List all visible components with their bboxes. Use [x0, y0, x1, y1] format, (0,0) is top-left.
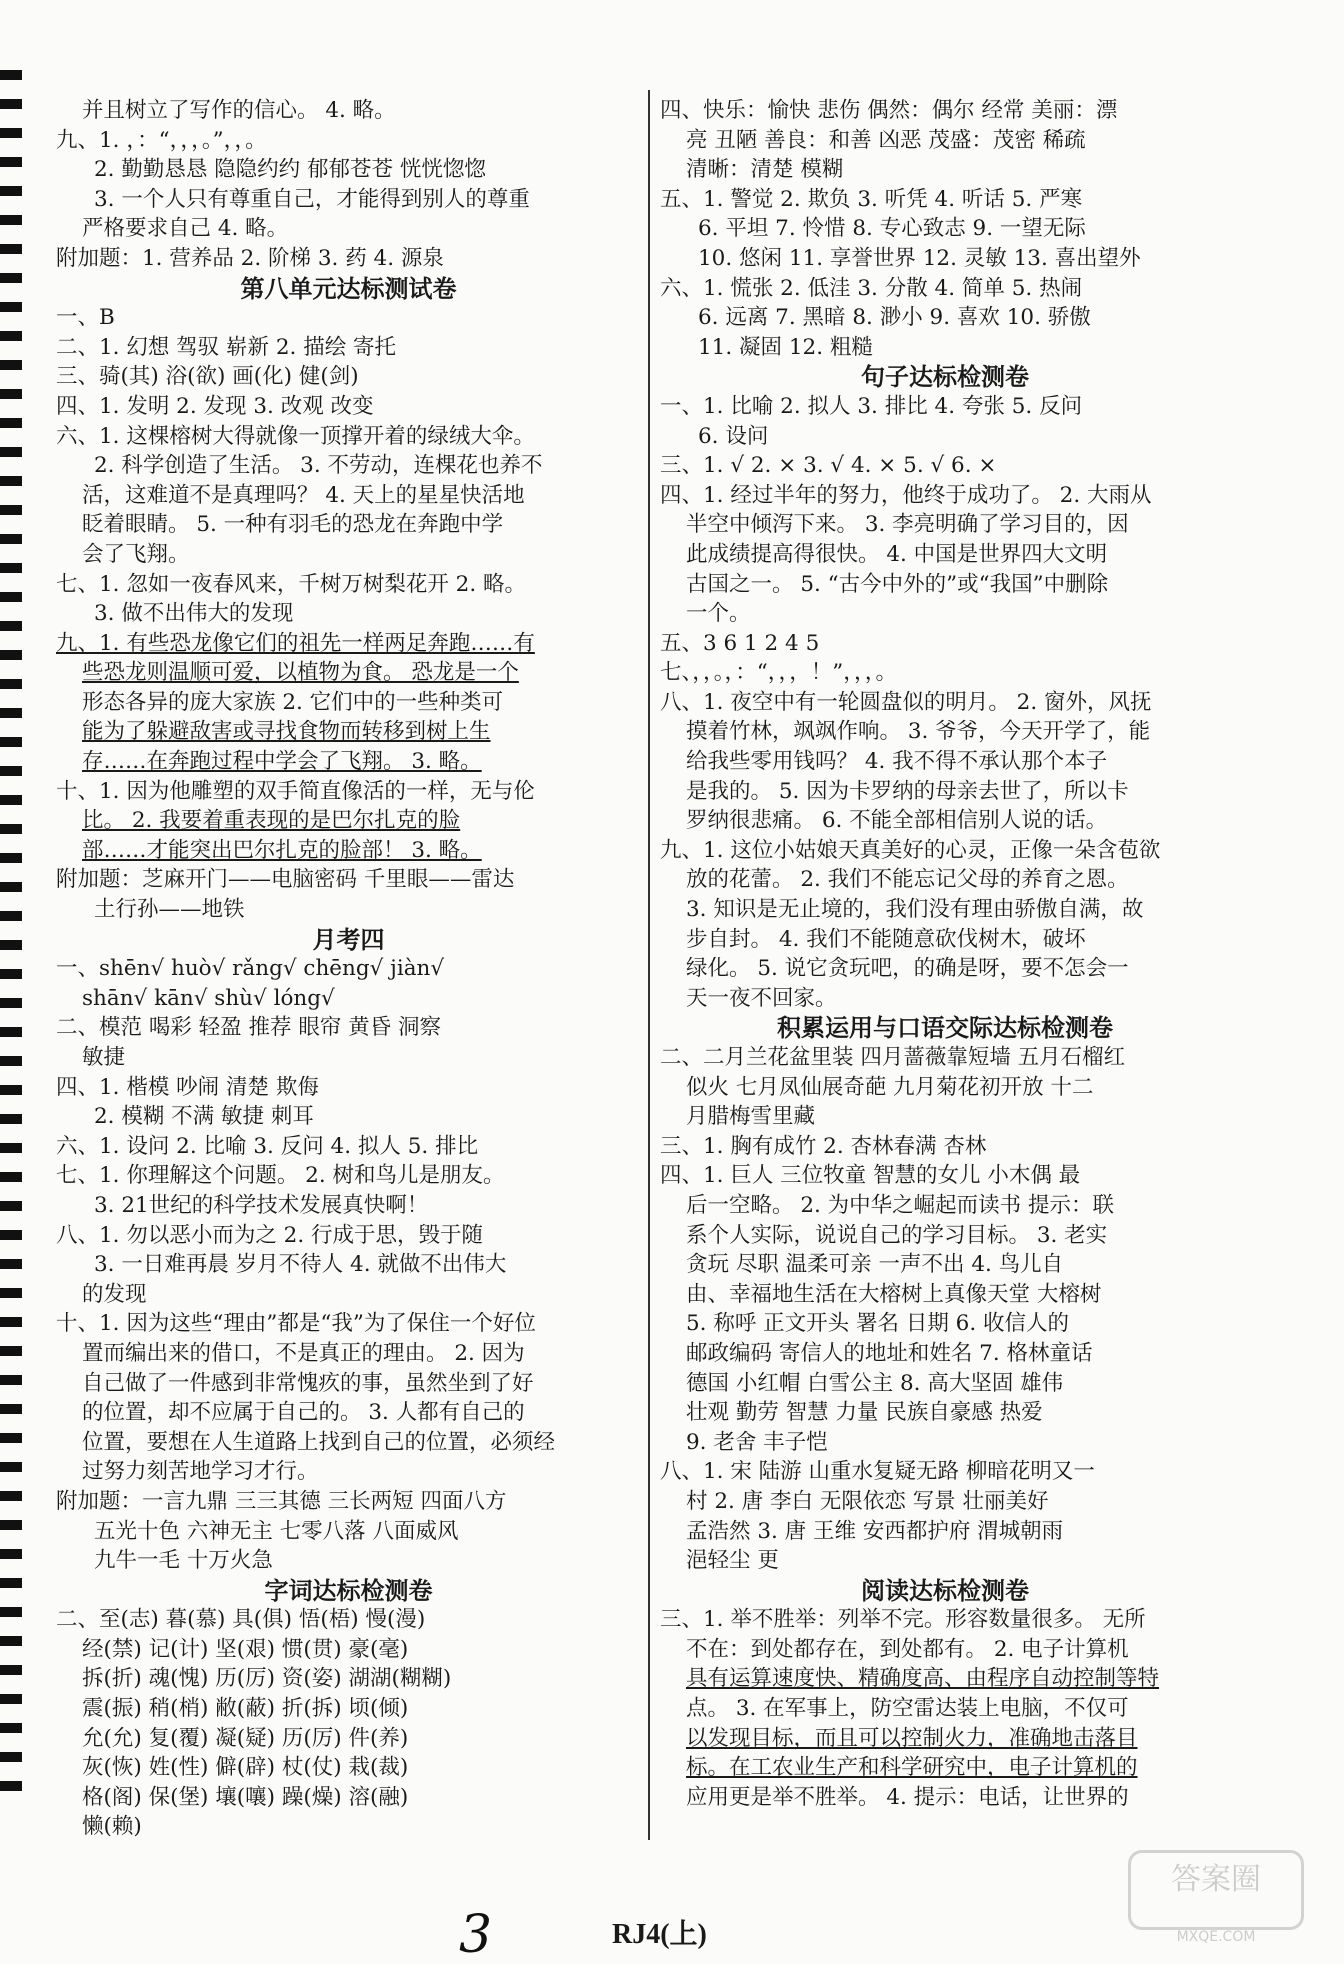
answer-line: 十、1. 因为这些“理由”都是“我”为了保住一个好位	[56, 1311, 536, 1337]
answer-line: 3. 一个人只有尊重自己，才能得到别人的尊重	[94, 186, 530, 212]
answer-line: 附加题：芝麻开门——电脑密码 千里眼——雷达	[56, 867, 515, 893]
answer-line: 似火 七月凤仙展奇葩 九月菊花初开放 十二	[686, 1074, 1094, 1100]
answer-line: 六、1. 这棵榕树大得就像一顶撑开着的绿绒大伞。	[56, 423, 535, 449]
answer-line: 具有运算速度快、精确度高、由程序自动控制等特	[686, 1666, 1160, 1692]
answer-line: 3. 知识是无止境的，我们没有理由骄傲自满，故	[686, 897, 1144, 923]
answer-line: 清晰：清楚 模糊	[686, 157, 844, 183]
right-answer-column	[660, 96, 1230, 1812]
answer-line: shān√ kān√ shù√ lóng√	[82, 985, 335, 1011]
section-title: 第八单元达标测试卷	[240, 273, 457, 303]
answer-line: 的位置，却不应属于自己的。 3. 人都有自己的	[82, 1400, 525, 1426]
answer-line: 经(禁) 记(计) 坚(艰) 惯(贯) 豪(毫)	[82, 1636, 409, 1662]
answer-line: 贪玩 尽职 温柔可亲 一声不出 4. 鸟儿自	[686, 1252, 1064, 1278]
answer-line: 九牛一毛 十万火急	[94, 1548, 273, 1574]
watermark-url: MXQE.COM	[1176, 1929, 1256, 1945]
answer-line: 三、骑(其) 浴(欲) 画(化) 健(剑)	[56, 364, 359, 390]
answer-line: 放的花蕾。 2. 我们不能忘记父母的养育之恩。	[686, 867, 1129, 893]
page-number-mark	[445, 1906, 505, 1960]
answer-line: 半空中倾泻下来。 3. 李亮明确了学习目的，因	[686, 512, 1129, 538]
answer-line: 此成绩提高得很快。 4. 中国是世界四大文明	[686, 541, 1108, 567]
answer-line: 会了飞翔。	[82, 541, 190, 567]
answer-line: 摸着竹林，飒飒作响。 3. 爷爷，今天开学了，能	[686, 719, 1151, 745]
answer-line: 2. 模糊 不满 敏捷 刺耳	[94, 1104, 314, 1130]
binding-marks	[0, 70, 22, 1890]
answer-line: 点。 3. 在军事上，防空雷达装上电脑，不仅可	[686, 1696, 1129, 1722]
answer-line: 八、1. 宋 陆游 山重水复疑无路 柳暗花明又一	[660, 1459, 1095, 1485]
answer-line: 不在：到处都存在，到处都有。 2. 电子计算机	[686, 1636, 1129, 1662]
answer-line: 一个。	[686, 601, 751, 627]
answer-line: 九、1. 有些恐龙像它们的祖先一样两足奔跑……有	[56, 630, 535, 656]
answer-line: 3. 一日难再晨 岁月不待人 4. 就做不出伟大	[94, 1252, 507, 1278]
svg-text:3: 3	[459, 1906, 493, 1960]
section-title: 阅读达标检测卷	[861, 1575, 1029, 1605]
answer-line: 绿化。 5. 说它贪玩吧，的确是呀，要不怎会一	[686, 956, 1129, 982]
answer-line: 月腊梅雪里藏	[686, 1104, 816, 1130]
answer-line: 6. 远离 7. 黑暗 8. 渺小 9. 喜欢 10. 骄傲	[698, 305, 1091, 331]
answer-line: 3. 做不出伟大的发现	[94, 601, 294, 627]
watermark-logo	[1128, 1850, 1304, 1945]
answer-line: 三、1. 胸有成竹 2. 杏林春满 杏林	[660, 1133, 987, 1159]
answer-line: 敏捷	[82, 1045, 126, 1070]
answer-line: 土行孙——地铁	[94, 897, 245, 923]
answer-line: 系个人实际，说说自己的学习目标。 3. 老实	[686, 1222, 1108, 1248]
answer-line: 存……在奔跑过程中学会了飞翔。 3. 略。	[82, 749, 482, 775]
section-title: 句子达标检测卷	[861, 362, 1029, 392]
answer-line: 由、幸福地生活在大榕树上真像天堂 大榕树	[686, 1281, 1102, 1307]
answer-line: 六、1. 慌张 2. 低洼 3. 分散 4. 简单 5. 热闹	[660, 275, 1083, 301]
answer-line: 5. 称呼 正文开头 署名 日期 6. 收信人的	[686, 1311, 1070, 1337]
answer-line: 二、二月兰花盆里装 四月蔷薇靠短墙 五月石榴红	[660, 1045, 1126, 1070]
answer-line: 并且树立了写作的信心。 4. 略。	[82, 98, 396, 123]
answer-line: 一、shēn√ huò√ rǎng√ chēng√ jiàn√	[56, 956, 445, 982]
answer-line: 四、1. 巨人 三位牧童 智慧的女儿 小木偶 最	[660, 1163, 1081, 1189]
answer-line: 二、1. 幻想 驾驭 崭新 2. 描绘 寄托	[56, 334, 397, 360]
answer-line: 八、1. 勿以恶小而为之 2. 行成于思，毁于随	[56, 1222, 484, 1248]
section-title: 字词达标检测卷	[264, 1575, 433, 1605]
answer-line: 一、1. 比喻 2. 拟人 3. 排比 4. 夸张 5. 反问	[660, 393, 1083, 419]
answer-line: 古国之一。 5. “古今中外的”或“我国”中删除	[686, 571, 1109, 597]
answer-line: 德国 小红帽 白雪公主 8. 高大坚固 雄伟	[686, 1370, 1064, 1396]
answer-line: 过努力刻苦地学习才行。	[82, 1459, 319, 1485]
section-title: 积累运用与口语交际达标检测卷	[777, 1013, 1113, 1043]
watermark-text: 答案圈	[1171, 1862, 1261, 1897]
answer-line: 浥轻尘 更	[686, 1548, 779, 1574]
answer-line: 部……才能突出巴尔扎克的脸部！ 3. 略。	[82, 837, 482, 863]
answer-line: 亮 丑陋 善良：和善 凶恶 茂盛：茂密 稀疏	[686, 127, 1086, 153]
answer-line: 些恐龙则温顺可爱，以植物为食。 恐龙是一个	[82, 660, 519, 686]
section-title: 月考四	[312, 924, 385, 954]
answer-line: 五光十色 六神无主 七零八落 八面威风	[94, 1518, 459, 1544]
answer-line: 置而编出来的借口，不是真正的理由。 2. 因为	[82, 1340, 525, 1366]
answer-line: 二、模范 喝彩 轻盈 推荐 眼帘 黄昏 洞察	[56, 1015, 442, 1041]
answer-line: 三、1. √ 2. × 3. √ 4. × 5. √ 6. ×	[660, 453, 997, 479]
answer-line: 七、1. 你理解这个问题。 2. 树和鸟儿是朋友。	[56, 1163, 505, 1189]
answer-line: 二、至(志) 暮(慕) 具(俱) 悟(梧) 慢(漫)	[56, 1607, 426, 1633]
answer-line: 允(允) 复(覆) 凝(疑) 历(厉) 件(养)	[82, 1725, 409, 1751]
answer-line: 严格要求自己 4. 略。	[82, 216, 289, 242]
answer-line: 罗纳很悲痛。 6. 不能全部相信别人说的话。	[686, 808, 1108, 834]
answer-line: 壮观 勤劳 智慧 力量 民族自豪感 热爱	[686, 1400, 1043, 1426]
answer-line: 后一空略。 2. 为中华之崛起而读书 提示：联	[686, 1192, 1115, 1218]
answer-line: 步自封。 4. 我们不能随意砍伐树木，破坏	[686, 926, 1086, 952]
answer-line: 3. 21世纪的科学技术发展真快啊！	[94, 1192, 429, 1218]
answer-line: 四、快乐：愉快 悲伤 偶然：偶尔 经常 美丽：漂	[660, 98, 1118, 123]
answer-line: 三、1. 举不胜举：列举不完。形容数量很多。 无所	[660, 1607, 1146, 1633]
answer-line: 应用更是举不胜举。 4. 提示：电话，让世界的	[686, 1784, 1129, 1810]
answer-line: 附加题：一言九鼎 三三其德 三长两短 四面八方	[56, 1488, 507, 1514]
answer-line: 6. 设问	[698, 423, 769, 449]
answer-line: 村 2. 唐 李白 无限依恋 写景 壮丽美好	[686, 1488, 1049, 1514]
answer-line: 七、，，。，：“，，，！”，，，。	[660, 660, 897, 686]
answer-line: 灰(恢) 姓(性) 僻(辟) 杖(仗) 栽(裁)	[82, 1755, 409, 1781]
answer-line: 邮政编码 寄信人的地址和姓名 7. 格林童话	[686, 1340, 1093, 1366]
answer-line: 孟浩然 3. 唐 王维 安西都护府 渭城朝雨	[686, 1518, 1064, 1544]
answer-line: 四、1. 发明 2. 发现 3. 改观 改变	[56, 393, 374, 419]
answer-line: 以发现目标，而且可以控制火力，准确地击落目	[686, 1725, 1138, 1751]
answer-line: 附加题：1. 营养品 2. 阶梯 3. 药 4. 源泉	[56, 245, 444, 271]
column-divider	[648, 90, 650, 1840]
answer-line: 的发现	[82, 1281, 147, 1307]
answer-line: 四、1. 经过半年的努力，他终于成功了。 2. 大雨从	[660, 482, 1152, 508]
answer-line: 2. 勤勤恳恳 隐隐约约 郁郁苍苍 恍恍惚惚	[94, 157, 486, 183]
answer-line: 比。 2. 我要着重表现的是巴尔扎克的脸	[82, 808, 461, 834]
answer-line: 震(振) 稍(梢) 敝(蔽) 折(拆) 顷(倾)	[82, 1696, 409, 1722]
answer-line: 格(阁) 保(堡) 壤(嚷) 躁(燥) 溶(融)	[82, 1784, 409, 1810]
left-answer-column	[56, 96, 641, 1842]
page-code: RJ4(上)	[612, 1919, 707, 1950]
answer-line: 标。在工农业生产和科学研究中，电子计算机的	[686, 1755, 1138, 1781]
answer-line: 9. 老舍 丰子恺	[686, 1429, 828, 1455]
answer-line: 能为了躲避敌害或寻找食物而转移到树上生	[82, 719, 491, 745]
answer-line: 11. 凝固 12. 粗糙	[698, 334, 873, 360]
answer-line: 自己做了一件感到非常愧疚的事，虽然坐到了好	[82, 1370, 534, 1396]
answer-line: 四、1. 楷模 吵闹 清楚 欺侮	[56, 1074, 319, 1100]
answer-line: 天一夜不回家。	[686, 985, 837, 1011]
answer-line: 七、1. 忽如一夜春风来，千树万树梨花开 2. 略。	[56, 571, 527, 597]
answer-line: 6. 平坦 7. 怜惜 8. 专心致志 9. 一望无际	[698, 216, 1086, 242]
answer-line: 10. 悠闲 11. 享誉世界 12. 灵敏 13. 喜出望外	[698, 245, 1141, 271]
answer-line: 十、1. 因为他雕塑的双手简直像活的一样，无与伦	[56, 778, 535, 804]
answer-line: 懒(赖)	[82, 1814, 142, 1840]
answer-line: 形态各异的庞大家族 2. 它们中的一些种类可	[82, 689, 504, 715]
answer-line: 眨着眼睛。 5. 一种有羽毛的恐龙在奔跑中学	[82, 512, 504, 538]
answer-line: 给我些零用钱吗？ 4. 我不得不承认那个本子	[686, 749, 1108, 775]
answer-line: 拆(折) 魂(愧) 历(厉) 资(姿) 湖湖(糊糊)	[82, 1666, 452, 1692]
answer-line: 活，这难道不是真理吗？ 4. 天上的星星快活地	[82, 482, 525, 508]
answer-line: 2. 科学创造了生活。 3. 不劳动，连棵花也养不	[94, 453, 543, 479]
answer-line: 九、1. ，：“，，，。”，，。	[56, 127, 267, 153]
answer-line: 五、1. 警觉 2. 欺负 3. 听凭 4. 听话 5. 严寒	[660, 186, 1083, 212]
answer-line: 一、B	[56, 305, 115, 331]
answer-line: 是我的。 5. 因为卡罗纳的母亲去世了，所以卡	[686, 778, 1129, 804]
answer-line: 八、1. 夜空中有一轮圆盘似的明月。 2. 窗外，风抚	[660, 689, 1152, 715]
answer-line: 九、1. 这位小姑娘天真美好的心灵，正像一朵含苞欲	[660, 837, 1161, 863]
answer-line: 位置，要想在人生道路上找到自己的位置，必须经	[82, 1429, 556, 1455]
answer-line: 六、1. 设问 2. 比喻 3. 反问 4. 拟人 5. 排比	[56, 1133, 479, 1159]
answer-line: 五、3 6 1 2 4 5	[660, 630, 820, 656]
